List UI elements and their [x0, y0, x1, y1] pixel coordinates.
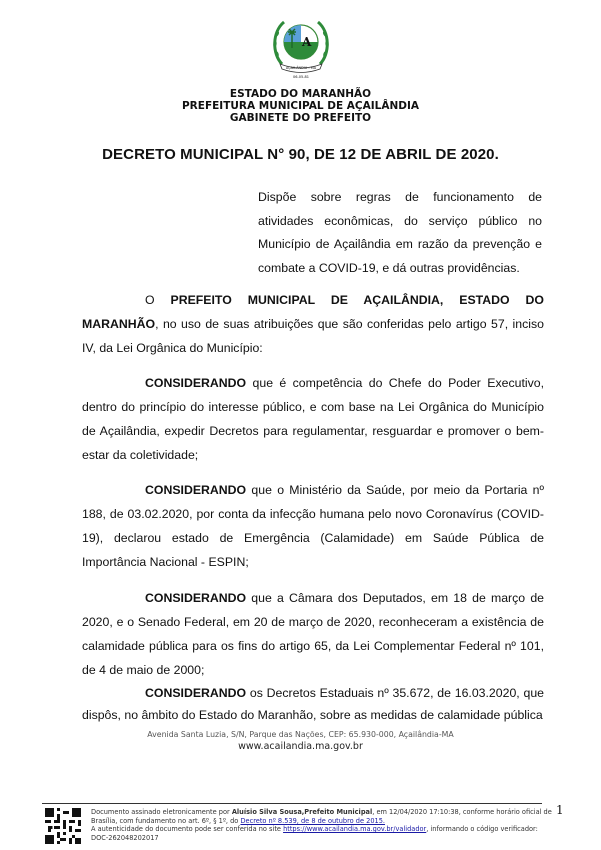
electronic-signature-note: Documento assinado eletronicamente por Aluísio Silva Sousa,Prefeito Municipal, em 12/04/2020 17:10:38, conforme horário oficial de Brasília, com fundamento no art. 6º, § 1º, do Decreto nº 8.539, de 8 de outubro de 2015. A autenticidade do documento pode ser conferida no site https://www.acailandia.ma.gov.br/validador, informando o código verificador: DOC-262048202017	[91, 808, 552, 842]
qr-code-icon	[45, 808, 81, 844]
header-state: ESTADO DO MARANHÃO	[229, 88, 372, 100]
svg-text:06-05-81: 06-05-81	[293, 75, 309, 79]
footer-address: Avenida Santa Luzia, S/N, Parque das Nações, CEP: 65.930-000, Açailândia-MA	[147, 730, 454, 739]
svg-text:AÇAILÂNDIA - MA: AÇAILÂNDIA - MA	[285, 66, 317, 70]
considerando-1: CONSIDERANDO que é competência do Chefe do Poder Executivo, dentro do princípio do interesse público, e com base na Lei Orgânica do Município de Açailândia, expedir Decretos para regulamentar, resguardar e promover o bem-estar da coletividade;	[82, 376, 544, 462]
decree-summary: Dispõe sobre regras de funcionamento de atividades econômicas, do serviço público no Município de Açailândia em razão da prevenção e combate a COVID-19, e dá outras providências.	[258, 190, 542, 275]
validator-link[interactable]: https://www.acailandia.ma.gov.br/validador	[283, 825, 427, 834]
footer-website: www.acailandia.ma.gov.br	[238, 741, 363, 752]
preamble-authority: PREFEITO MUNICIPAL DE AÇAILÂNDIA, ESTADO DO MARANHÃO	[82, 293, 544, 331]
decree-link[interactable]: Decreto nº 8.539, de 8 de outubro de 2015.	[240, 816, 386, 825]
verification-code: DOC-262048202017	[91, 833, 159, 842]
signer-name: Aluísio Silva Sousa,Prefeito Municipal	[231, 808, 373, 816]
municipal-coat-of-arms-logo	[268, 14, 334, 80]
preamble: O PREFEITO MUNICIPAL DE AÇAILÂNDIA, ESTADO DO MARANHÃO, no uso de suas atribuições que são conferidas pelo artigo 57, inciso IV, da Lei Orgânica do Município:	[82, 293, 544, 355]
header-prefeitura: PREFEITURA MUNICIPAL DE AÇAILÂNDIA	[181, 100, 419, 112]
considerando-4: CONSIDERANDO os Decretos Estaduais nº 35.672, de 16.03.2020, que dispôs, no âmbito do Estado do Maranhão, sobre as medidas de calamidade pública	[82, 686, 544, 722]
considerando-2: CONSIDERANDO que o Ministério da Saúde, por meio da Portaria nº 188, de 03.02.2020, por conta da infecção humana pelo novo Coronavírus (COVID-19), declarou estado de Emergência (Calamidade) em Saúde Pública de Importância Nacional - ESPIN;	[82, 483, 544, 569]
decree-title: DECRETO MUNICIPAL N° 90, DE 12 DE ABRIL DE 2020.	[102, 146, 499, 163]
header-gabinete: GABINETE DO PREFEITO	[229, 112, 372, 124]
signature-divider	[42, 803, 542, 804]
svg-text:A: A	[302, 35, 312, 49]
considerando-3: CONSIDERANDO que a Câmara dos Deputados, em 18 de março de 2020, e o Senado Federal, em 20 de março de 2020, reconheceram a existência de calamidade pública para os fins do artigo 65, da Lei Complementar Federal nº 101, de 4 de maio de 2000;	[82, 591, 544, 677]
page-number: 1	[556, 803, 564, 817]
